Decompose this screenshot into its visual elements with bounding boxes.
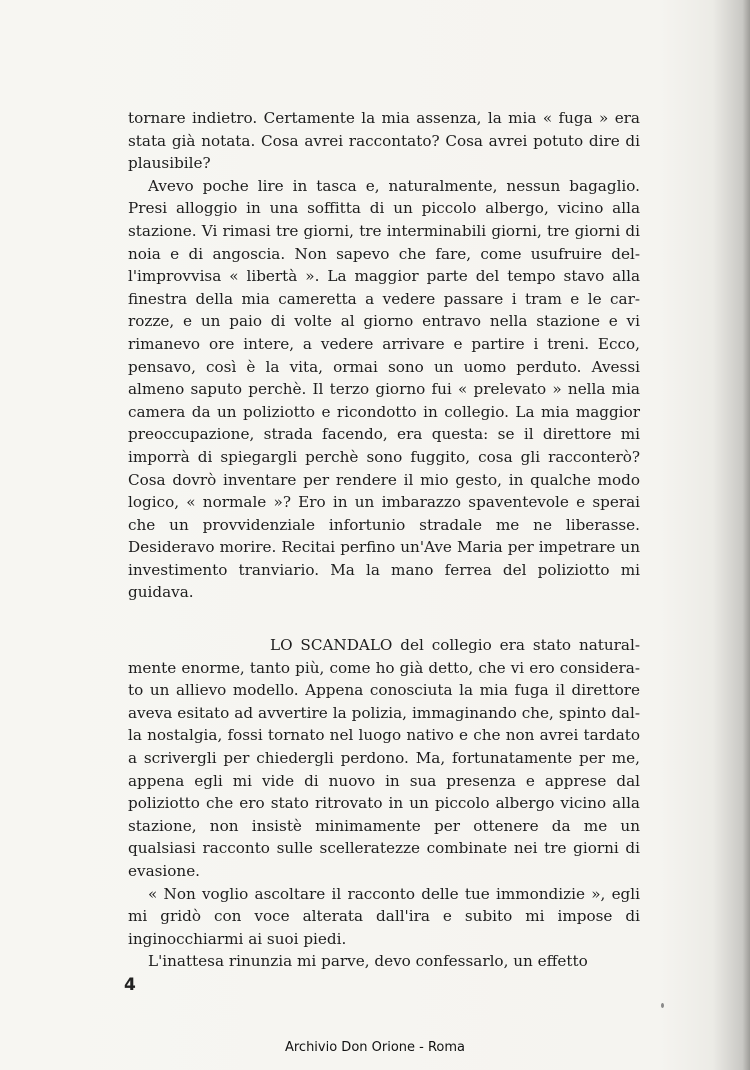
paragraph: L'inattesa rinunzia mi parve, devo confessarlo, un effetto: [148, 952, 588, 971]
text-block-first: [128, 107, 640, 604]
text-block-section-scandalo: [128, 634, 640, 973]
scan-speck: [661, 1003, 664, 1008]
page-number: 4: [124, 975, 136, 995]
paragraph: Avevo poche lire in tasca e, naturalmente, nessun bagaglio. Presi alloggio in una soffitta di un piccolo albergo, vicino alla stazione. Vi rimasi tre giorni, tre interminabili giorni, tre giorni di noia e di angoscia. Non sapevo che fare, come usufruire dell'improvvisa « libertà ». La maggior parte del tempo stavo alla finestra della mia cameretta a vedere passare i tram e le carrozze, e un paio di volte al giorno entravo nella stazione e vi rimanevo ore intere, a vedere arrivare e partire i treni. Ecco, pensavo, così è la vita, ormai sono un uomo perduto. Avessi almeno saputo perchè. Il terzo giorno fui « prelevato » nella mia camera da un poliziotto e ricondotto in collegio. La mia maggior preoccupazione, strada facendo, era questa: se il direttore mi imporrà di spiegargli perchè sono fuggito, cosa gli racconterò? Cosa dovrò inventare per rendere il mio gesto, in qualche modo logico, « normale »? Ero in un imbarazzo spaventevole e sperai che un provvidenziale infortunio stradale me ne liberasse. Desideravo morire. Recitai perfino un'Ave Maria per impetrare un investimento tranviario. Ma la mano ferrea del poliziotto mi guidava.: [128, 176, 640, 602]
paragraph: « Non voglio ascoltare il racconto delle tue immondizie », egli mi gridò con voce alterata dall'ira e subito mi impose di inginocchiarmi ai suoi piedi.: [128, 884, 640, 948]
paragraph: tornare indietro. Certamente la mia assenza, la mia « fuga » era stata già notata. Cosa avrei raccontato? Cosa avrei potuto dire di plausibile?: [128, 109, 640, 173]
section-opening-paragraph: LO SCANDALO del collegio era stato naturalmente enorme, tanto più, come ho già detto, che vi ero considerato un allievo modello. Appena conosciuta la mia fuga il direttore aveva esitato ad avvertire la polizia, immaginando che, spinto dalla nostalgia, fossi tornato nel luogo nativo e che non avrei tardato a scrivergli per chiedergli perdono. Ma, fortunatamente per me, appena egli mi vide di nuovo in sua presenza e apprese dal poliziotto che ero stato ritrovato in un piccolo albergo vicino alla stazione, non insistè minimamente per ottenere da me un qualsiasi racconto sulle scelleratezze combinate nei tre giorni di evasione.: [128, 636, 640, 880]
archive-footer: Archivio Don Orione - Roma: [284, 1040, 466, 1055]
